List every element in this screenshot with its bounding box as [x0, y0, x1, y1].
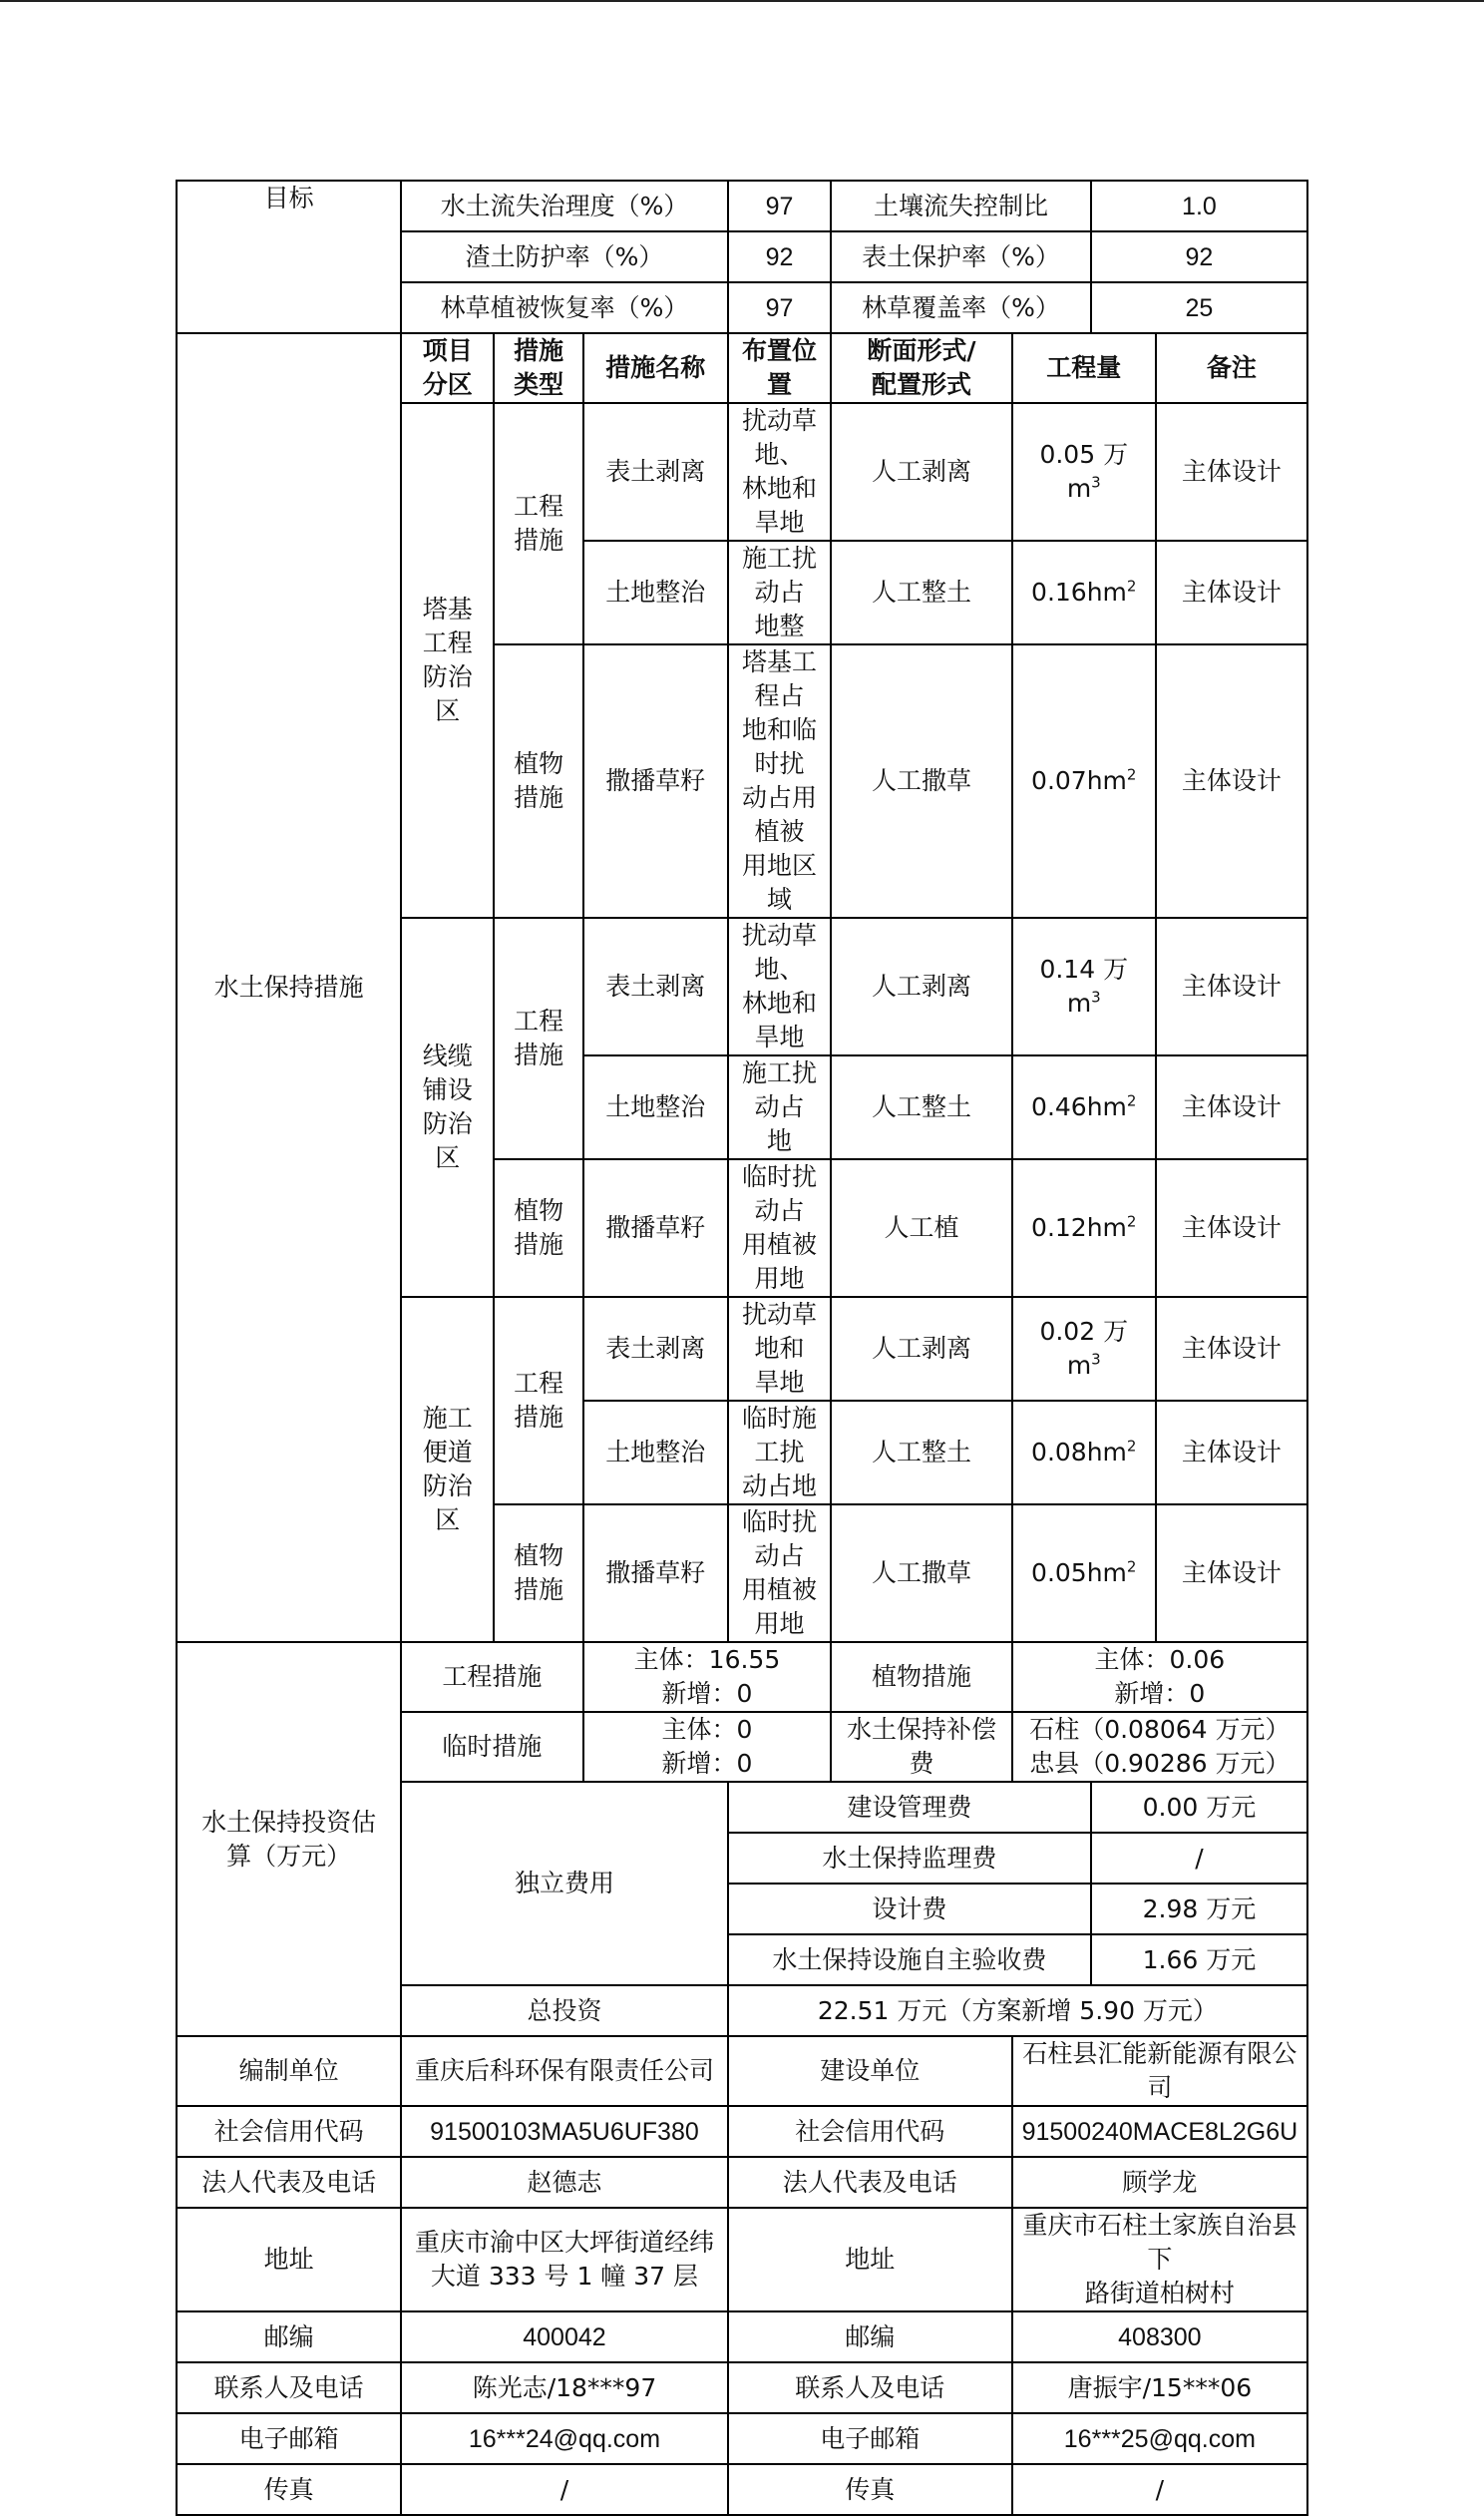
- zone-name: 线缆 铺设 防治 区: [401, 918, 494, 1297]
- soil-conservation-table: [176, 180, 1308, 2516]
- measure-quantity: 0.02 万 $m^3$: [1012, 1297, 1156, 1401]
- compiler-name: 重庆后科环保有限责任公司: [401, 2036, 728, 2106]
- party-field-value: 赵德志: [401, 2157, 728, 2208]
- party-field-value: 顾学龙: [1012, 2157, 1307, 2208]
- measure-form: 人工整土: [831, 541, 1012, 644]
- target-name: 表土保护率（%）: [831, 231, 1091, 282]
- target-label: 目标: [177, 181, 401, 333]
- measure-type: 植物 措施: [494, 644, 582, 918]
- party-field-label: 邮编: [177, 2311, 401, 2362]
- indep-item-value: 0.00 万元: [1091, 1782, 1307, 1833]
- measure-form: 人工撒草: [831, 1504, 1012, 1642]
- party-field-value: /: [1012, 2464, 1307, 2515]
- measure-location: 临时施工扰 动占地: [728, 1401, 831, 1504]
- party-field-label: 联系人及电话: [728, 2362, 1012, 2413]
- col-header-type: 措施 类型: [494, 333, 582, 403]
- measure-note: 主体设计: [1156, 1401, 1307, 1504]
- eng-measures-value: 主体：16.55 新增：0: [583, 1642, 832, 1712]
- party-field-label: 地址: [728, 2208, 1012, 2311]
- measure-note: 主体设计: [1156, 1504, 1307, 1642]
- target-name: 水土流失治理度（%）: [401, 181, 728, 231]
- target-value: 97: [728, 181, 831, 231]
- measure-form: 人工剥离: [831, 403, 1012, 541]
- indep-item-name: 设计费: [728, 1884, 1091, 1934]
- measure-quantity: $0.08hm^2$: [1012, 1401, 1156, 1504]
- measure-quantity: $0.12hm^2$: [1012, 1159, 1156, 1297]
- party-field-label: 法人代表及电话: [177, 2157, 401, 2208]
- document-page: [176, 180, 1308, 2516]
- party-field-label: 传真: [177, 2464, 401, 2515]
- party-field-value: 91500240MACE8L2G6U: [1012, 2106, 1307, 2157]
- measure-quantity: $0.16hm^2$: [1012, 541, 1156, 644]
- builder-name: 石柱县汇能新能源有限公司: [1012, 2036, 1307, 2106]
- target-name: 林草覆盖率（%）: [831, 282, 1091, 333]
- target-value: 1.0: [1091, 181, 1307, 231]
- plant-measures-label: 植物措施: [831, 1642, 1012, 1712]
- measure-quantity: 0.05 万 $m^3$: [1012, 403, 1156, 541]
- col-header-location: 布置位置: [728, 333, 831, 403]
- party-field-value: /: [401, 2464, 728, 2515]
- indep-item-value: /: [1091, 1833, 1307, 1884]
- measure-type: 工程 措施: [494, 403, 582, 644]
- target-name: 渣土防护率（%）: [401, 231, 728, 282]
- total-investment-label: 总投资: [401, 1985, 728, 2036]
- party-field-label: 地址: [177, 2208, 401, 2311]
- target-value: 92: [1091, 231, 1307, 282]
- measure-note: 主体设计: [1156, 918, 1307, 1055]
- party-field-value: 重庆市渝中区大坪街道经纬 大道 333 号 1 幢 37 层: [401, 2208, 728, 2311]
- measure-note: 主体设计: [1156, 1055, 1307, 1159]
- col-header-name: 措施名称: [583, 333, 728, 403]
- measure-name: 表土剥离: [583, 1297, 728, 1401]
- measure-form: 人工撒草: [831, 644, 1012, 918]
- party-field-value: 91500103MA5U6UF380: [401, 2106, 728, 2157]
- measure-type: 植物 措施: [494, 1159, 582, 1297]
- party-field-value: 16***24@qq.com: [401, 2413, 728, 2464]
- compensation-label: 水土保持补偿费: [831, 1712, 1012, 1782]
- builder-header: 建设单位: [728, 2036, 1012, 2106]
- measure-quantity: $0.07hm^2$: [1012, 644, 1156, 918]
- measure-name: 撒播草籽: [583, 644, 728, 918]
- party-field-label: 传真: [728, 2464, 1012, 2515]
- compensation-value: 石柱（0.08064 万元） 忠县（0.90286 万元）: [1012, 1712, 1307, 1782]
- compiler-header: 编制单位: [177, 2036, 401, 2106]
- target-value: 25: [1091, 282, 1307, 333]
- measure-form: 人工剥离: [831, 918, 1012, 1055]
- target-name: 林草植被恢复率（%）: [401, 282, 728, 333]
- measure-quantity: $0.46hm^2$: [1012, 1055, 1156, 1159]
- total-investment-value: 22.51 万元（方案新增 5.90 万元）: [728, 1985, 1307, 2036]
- temp-measures-label: 临时措施: [401, 1712, 583, 1782]
- indep-item-value: 2.98 万元: [1091, 1884, 1307, 1934]
- measure-location: 扰动草地、 林地和旱地: [728, 403, 831, 541]
- investment-label: 水土保持投资估 算（万元）: [177, 1642, 401, 2036]
- measure-type: 工程 措施: [494, 1297, 582, 1504]
- target-name: 土壤流失控制比: [831, 181, 1091, 231]
- measure-note: 主体设计: [1156, 541, 1307, 644]
- measure-form: 人工剥离: [831, 1297, 1012, 1401]
- measure-note: 主体设计: [1156, 644, 1307, 918]
- measure-location: 施工扰动占 地: [728, 1055, 831, 1159]
- plant-measures-value: 主体：0.06 新增：0: [1012, 1642, 1307, 1712]
- party-field-value: 陈光志/18***97: [401, 2362, 728, 2413]
- measure-form: 人工整土: [831, 1401, 1012, 1504]
- measure-location: 临时扰动占 用植被用地: [728, 1504, 831, 1642]
- measure-name: 撒播草籽: [583, 1504, 728, 1642]
- zone-name: 塔基 工程 防治 区: [401, 403, 494, 918]
- indep-item-value: 1.66 万元: [1091, 1934, 1307, 1985]
- indep-item-name: 水土保持设施自主验收费: [728, 1934, 1091, 1985]
- independent-cost-label: 独立费用: [401, 1782, 728, 1985]
- measure-location: 扰动草地和 旱地: [728, 1297, 831, 1401]
- measure-note: 主体设计: [1156, 403, 1307, 541]
- party-field-label: 电子邮箱: [728, 2413, 1012, 2464]
- measure-location: 施工扰动占 地整: [728, 541, 831, 644]
- indep-item-name: 建设管理费: [728, 1782, 1091, 1833]
- eng-measures-label: 工程措施: [401, 1642, 583, 1712]
- measure-location: 塔基工程占 地和临时扰 动占用植被 用地区域: [728, 644, 831, 918]
- party-field-value: 重庆市石柱土家族自治县下 路街道柏树村: [1012, 2208, 1307, 2311]
- measure-name: 土地整治: [583, 1055, 728, 1159]
- measure-form: 人工整土: [831, 1055, 1012, 1159]
- zone-name: 施工 便道 防治 区: [401, 1297, 494, 1642]
- measure-location: 扰动草地、 林地和旱地: [728, 918, 831, 1055]
- indep-item-name: 水土保持监理费: [728, 1833, 1091, 1884]
- party-field-value: 400042: [401, 2311, 728, 2362]
- measure-name: 土地整治: [583, 541, 728, 644]
- col-header-note: 备注: [1156, 333, 1307, 403]
- measure-type: 工程 措施: [494, 918, 582, 1159]
- col-header-zone: 项目 分区: [401, 333, 494, 403]
- measure-quantity: 0.14 万 $m^3$: [1012, 918, 1156, 1055]
- measure-form: 人工植: [831, 1159, 1012, 1297]
- measures-label: 水土保持措施: [177, 333, 401, 1642]
- measure-note: 主体设计: [1156, 1297, 1307, 1401]
- measure-name: 土地整治: [583, 1401, 728, 1504]
- party-field-value: 16***25@qq.com: [1012, 2413, 1307, 2464]
- party-field-label: 社会信用代码: [177, 2106, 401, 2157]
- party-field-label: 法人代表及电话: [728, 2157, 1012, 2208]
- party-field-value: 408300: [1012, 2311, 1307, 2362]
- measure-note: 主体设计: [1156, 1159, 1307, 1297]
- party-field-label: 电子邮箱: [177, 2413, 401, 2464]
- col-header-quantity: 工程量: [1012, 333, 1156, 403]
- measure-quantity: $0.05hm^2$: [1012, 1504, 1156, 1642]
- measure-name: 撒播草籽: [583, 1159, 728, 1297]
- temp-measures-value: 主体：0 新增：0: [583, 1712, 832, 1782]
- target-value: 92: [728, 231, 831, 282]
- measure-location: 临时扰动占 用植被用地: [728, 1159, 831, 1297]
- target-value: 97: [728, 282, 831, 333]
- page-top-border: [0, 0, 1484, 2]
- col-header-form: 断面形式/ 配置形式: [831, 333, 1012, 403]
- party-field-label: 社会信用代码: [728, 2106, 1012, 2157]
- measure-name: 表土剥离: [583, 918, 728, 1055]
- party-field-label: 邮编: [728, 2311, 1012, 2362]
- party-field-label: 联系人及电话: [177, 2362, 401, 2413]
- measure-name: 表土剥离: [583, 403, 728, 541]
- party-field-value: 唐振宇/15***06: [1012, 2362, 1307, 2413]
- measure-type: 植物 措施: [494, 1504, 582, 1642]
